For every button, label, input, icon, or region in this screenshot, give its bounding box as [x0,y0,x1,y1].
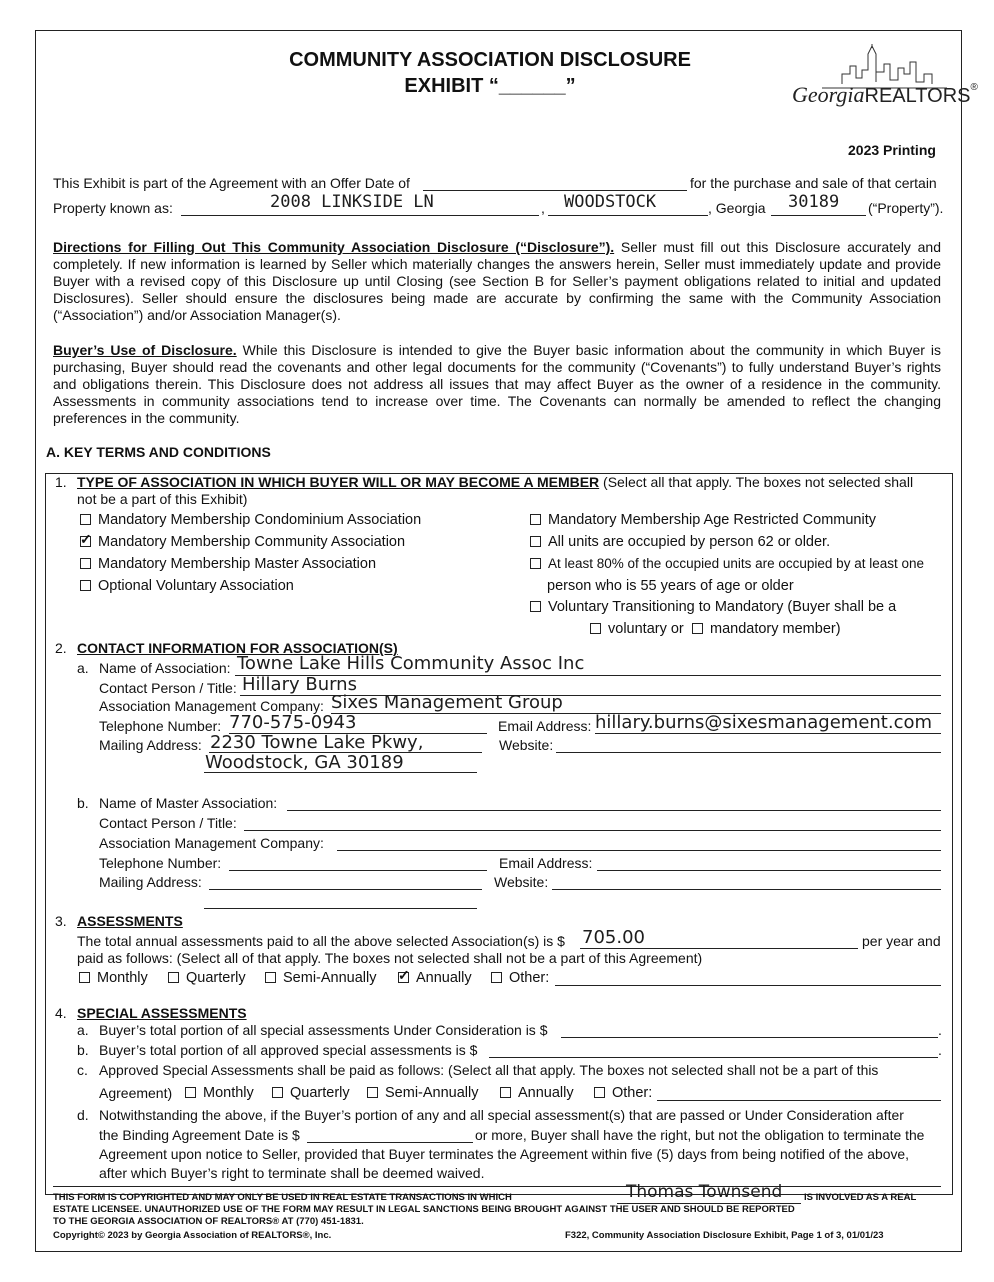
checkbox[interactable] [367,1087,378,1098]
street-field[interactable] [181,215,539,216]
phone-label: Telephone Number: [99,718,222,734]
phone-value: 770-575-0943 [229,712,357,733]
mandatory-option[interactable]: mandatory member) [692,621,841,637]
special-quarterly[interactable]: Quarterly [272,1085,350,1101]
assessment-amount: 705.00 [582,927,645,948]
master-phone-field[interactable] [229,870,487,871]
item4a-letter: a. [77,1022,89,1038]
website-field[interactable] [556,752,941,753]
master-website-label: Website: [494,874,549,890]
property-known-label: Property known as: [53,200,173,216]
checkbox[interactable] [272,1087,283,1098]
logo-registered-mark: ® [970,82,978,93]
item4d-line4: after which Buyer’s right to terminate shall be deemed waived. [99,1165,485,1181]
assoc-name-value: Towne Lake Hills Community Assoc Inc [237,653,585,674]
intro-offer-label: This Exhibit is part of the Agreement with an Offer Date of [53,175,410,191]
copyright: Copyright© 2023 by Georgia Association of REALTORS®, Inc. [53,1230,332,1241]
logo-text-italic: Georgia [792,82,865,107]
footer-line2: ESTATE LICENSEE. UNAUTHORIZED USE OF THE FORM MAY RESULT IN LEGAL SANCTIONS BEING BROUGHT AGAINST THE USER AND SHOULD BE REPORTED [53,1204,795,1215]
option-condominium[interactable]: Mandatory Membership Condominium Association [80,512,421,528]
directions-paragraph [53,239,941,324]
assessment-amount-field[interactable] [580,948,858,949]
mail-value-1: 2230 Towne Lake Pkwy, [210,732,424,753]
footer-line1a: THIS FORM IS COPYRIGHTED AND MAY ONLY BE USED IN REAL ESTATE TRANSACTIONS IN WHICH [53,1192,512,1203]
georgia-label: , Georgia [708,200,766,216]
assess-annually[interactable]: ✓ Annually [398,970,472,986]
checkbox[interactable] [80,514,91,525]
email-field[interactable] [595,733,941,734]
option-80-percent[interactable]: At least 80% of the occupied units are occupied by at least one [530,556,924,571]
checkbox-checked[interactable] [398,972,409,983]
checkbox[interactable] [530,514,541,525]
item4a-text: Buyer’s total portion of all special assessments Under Consideration is $ [99,1022,548,1038]
buyers-use-text: While this Disclosure is intended to give the Buyer basic information about the community in which Buyer is purchasing, Buyer should read the covenants and other legal documents for the community (“Covenants”) to fully understand Buyer’s rights and obligations therein. This Disclosure does not address all issues that may affect Buyer as the owner of a residence in the community. Assessments in community associations tend to increase over time. The Covenants can normally be amended to reflect the changing preferences in the community. [53,342,941,426]
voluntary-option[interactable]: voluntary or [590,621,684,637]
exhibit-title: EXHIBIT “______” [404,75,576,97]
email-value: hillary.burns@sixesmanagement.com [595,712,933,733]
threshold-amount-field[interactable] [307,1142,473,1143]
option-community[interactable]: ✓Mandatory Membership Community Association [80,534,405,550]
assess-monthly[interactable]: Monthly [79,970,148,986]
per-year-label: per year and [862,933,941,949]
checkbox[interactable] [594,1087,605,1098]
master-mgmt-label: Association Management Company: [99,835,324,851]
master-email-field[interactable] [597,870,941,871]
master-email-label: Email Address: [499,855,593,871]
checkbox[interactable] [79,972,90,983]
assoc-name-label: Name of Association: [99,660,231,676]
approved-assessments-field[interactable] [489,1057,938,1058]
item4a-period: . [938,1022,942,1038]
footer-line3: TO THE GEORGIA ASSOCIATION OF REALTORS® AT (770) 451-1831. [53,1216,364,1227]
item4d-letter: d. [77,1107,89,1123]
option-62-older[interactable]: All units are occupied by person 62 or older. [530,534,830,550]
property-label: (“Property”). [868,200,944,216]
item2b-letter: b. [77,795,89,811]
item4c-letter: c. [77,1062,88,1078]
licensee-name: Thomas Townsend [626,1182,783,1202]
master-phone-label: Telephone Number: [99,855,222,871]
checkbox[interactable] [265,972,276,983]
item1-note2: not be a part of this Exhibit) [77,491,248,507]
directions-text: Seller must fill out this Disclosure accurately and completely. If new information is learned by Seller which materially changes the answers herein, Seller must immediately update and provide Buyer with a revised copy of this Disclosure up until Closing (see Section B for Seller’s payment obligations related to initial and updated Disclosures). Seller should ensure the disclosures being made are accurate by confirming the same with the Community Association (“Association”) and/or Association Manager(s). [53,239,942,323]
directions-heading: Directions for Filling Out This Community Association Disclosure (“Disclosure”). [53,239,615,255]
item4b-letter: b. [77,1042,89,1058]
assess-semi-annually[interactable]: Semi-Annually [265,970,377,986]
item1-heading-row [77,474,913,490]
item4d-line1: Notwithstanding the above, if the Buyer’s portion of any and all special assessment(s) that are passed or Under Consideration after [99,1107,904,1123]
mgmt-value: Sixes Management Group [331,692,563,713]
item2-heading: CONTACT INFORMATION FOR ASSOCIATION(S) [77,640,398,656]
section-a-title: A. KEY TERMS AND CONDITIONS [46,444,271,460]
buyers-use-heading: Buyer’s Use of Disclosure. [53,342,237,358]
footer-line1b: IS INVOLVED AS A REAL [804,1192,917,1203]
item2-number: 2. [55,640,67,656]
item1-number: 1. [55,474,67,490]
item4-heading: SPECIAL ASSESSMENTS [77,1005,247,1021]
checkbox[interactable] [500,1087,511,1098]
comma: , [541,200,545,216]
item4b-text: Buyer’s total portion of all approved special assessments is $ [99,1042,478,1058]
special-other-field[interactable] [657,1100,941,1101]
contact-value: Hillary Burns [242,674,357,695]
item4d-line2b: or more, Buyer shall have the right, but not the obligation to terminate the [475,1127,925,1143]
zip-field[interactable] [771,215,866,216]
intro-purchase-label: for the purchase and sale of that certain [690,175,937,191]
checkbox[interactable] [530,601,541,612]
assess-quarterly[interactable]: Quarterly [168,970,246,986]
contact-label: Contact Person / Title: [99,680,237,696]
assess-other-field[interactable] [555,985,941,986]
under-consideration-field[interactable] [561,1037,938,1038]
mail-value-2: Woodstock, GA 30189 [205,752,404,773]
logo-text: REALTORS [864,85,971,107]
special-semi-annually[interactable]: Semi-Annually [367,1085,479,1101]
master-mail-field-1[interactable] [209,889,482,890]
city-value: WOODSTOCK [564,192,657,212]
assessment-paid-text: paid as follows: (Select all of that apply. The boxes not selected shall not be a part of this Agreement) [77,950,703,966]
zip-value: 30189 [788,192,840,212]
master-mgmt-field[interactable] [337,850,941,851]
special-annually[interactable]: Annually [500,1085,574,1101]
item4c-text: Approved Special Assessments shall be paid as follows: (Select all that apply. The boxes not selected shall not be a part of this [99,1062,879,1078]
form-id: F322, Community Association Disclosure Exhibit, Page 1 of 3, 01/01/23 [565,1230,884,1241]
checkbox[interactable] [590,623,601,634]
master-mail-label: Mailing Address: [99,874,202,890]
master-name-field[interactable] [287,810,941,811]
form-title: COMMUNITY ASSOCIATION DISCLOSURE [289,49,691,71]
item1-note: (Select all that apply. The boxes not selected shall [599,474,914,490]
option-transitioning[interactable]: Voluntary Transitioning to Mandatory (Buyer shall be a [530,599,896,615]
checkbox[interactable] [168,972,179,983]
item4d-line2a: the Binding Agreement Date is $ [99,1127,300,1143]
item4c-agreement: Agreement) [99,1085,173,1101]
item3-heading: ASSESSMENTS [77,913,183,929]
checkbox-checked[interactable] [80,536,91,547]
checkbox[interactable] [530,536,541,547]
checkbox[interactable] [185,1087,196,1098]
item1-heading: TYPE OF ASSOCIATION IN WHICH BUYER WILL OR MAY BECOME A MEMBER [77,474,600,490]
mail-label: Mailing Address: [99,737,202,753]
item4b-period: . [938,1042,942,1058]
street-value: 2008 LINKSIDE LN [270,192,434,212]
offer-date-field[interactable] [423,190,687,191]
option-master[interactable]: Mandatory Membership Master Association [80,556,376,572]
option-80-percent-cont: person who is 55 years of age or older [547,578,794,594]
special-other[interactable]: Other: [594,1085,652,1101]
checkbox[interactable] [491,972,502,983]
checkbox[interactable] [80,580,91,591]
item3-number: 3. [55,913,67,929]
special-monthly[interactable]: Monthly [185,1085,254,1101]
master-contact-label: Contact Person / Title: [99,815,237,831]
assessment-text: The total annual assessments paid to all the above selected Association(s) is $ [77,933,565,949]
master-name-label: Name of Master Association: [99,795,278,811]
item4d-line3: Agreement upon notice to Seller, provided that Buyer terminates the Agreement within five (5) days from being notified of the above, [99,1146,909,1162]
mgmt-label: Association Management Company: [99,698,324,714]
master-mail-field-2[interactable] [204,908,477,909]
buyers-use-paragraph [53,342,941,427]
item2a-letter: a. [77,660,89,676]
checkbox[interactable] [80,558,91,569]
master-website-field[interactable] [552,889,941,890]
georgia-realtors-logo [792,44,978,120]
website-label: Website: [499,737,554,753]
checkbox[interactable] [530,558,541,569]
master-contact-field[interactable] [244,830,941,831]
printing-year: 2023 Printing [848,142,936,158]
checkbox[interactable] [692,623,703,634]
option-age-restricted[interactable]: Mandatory Membership Age Restricted Community [530,512,876,528]
item4-number: 4. [55,1005,67,1021]
city-field[interactable] [548,215,708,216]
option-voluntary[interactable]: Optional Voluntary Association [80,578,294,594]
email-label: Email Address: [498,718,592,734]
footer-divider [53,1186,941,1187]
assess-other[interactable]: Other: [491,970,549,986]
